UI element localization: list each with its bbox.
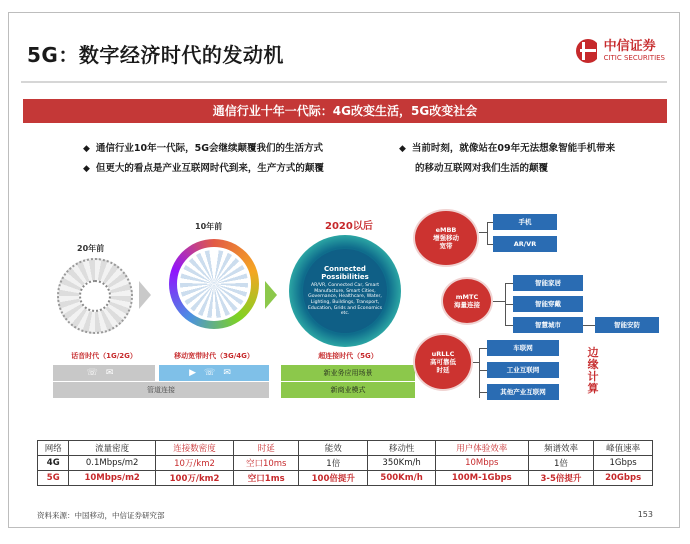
header-cell: 网络 [38,441,69,456]
citic-logo-icon [576,39,600,63]
edge-char: 边 [587,346,599,359]
connector [505,304,513,305]
table-cell: 10万/km2 [155,456,233,471]
slide [8,12,680,528]
table-cell: 1倍 [528,456,594,471]
era-caption-broadband: 移动宽带时代（3G/4G） [174,352,254,360]
connector [493,301,505,302]
edge-char: 计 [587,370,599,383]
tag-iiot: 工业互联网 [487,362,559,378]
circle-heading: Connected Possibilities [321,265,369,282]
connector [479,348,487,349]
header-cell: 用户体验效率 [435,441,528,456]
page-title: 5G：数字经济时代的发动机 [27,43,284,67]
arrow-right-icon [139,281,151,309]
node-line: 海量连接 [454,301,480,309]
source-note: 资料来源：中国移动，中信证券研究部 [37,511,165,520]
section-banner: 通信行业十年一代际：4G改变生活，5G改变社会 [23,99,667,123]
citic-logo [576,39,665,63]
era-label-20y: 20年前 [77,244,105,253]
voice-icons-bar: ☏✉ [53,365,155,381]
node-line: mMTC [455,293,479,301]
era-caption-hyperconnect: 超连接时代（5G） [318,352,378,360]
connector [583,325,595,326]
edge-char: 算 [587,382,599,395]
node-line: 高可靠低 [430,358,456,366]
hyperconnected-era-graphic [289,235,401,347]
table-cell: 空口1ms [234,471,299,486]
new-biz-bar: 新商业模式 [281,382,415,398]
connector [479,392,487,393]
pipe-bar: 管道连接 [53,382,269,398]
urllc-node [413,333,473,391]
table-cell: 500Km/h [368,471,436,486]
connector [479,348,480,398]
connector [505,325,513,326]
table-cell: 10Mbps/m2 [69,471,155,486]
logo-en: CITIC SECURITIES [603,54,665,62]
header-cell: 流量密度 [69,441,155,456]
title-divider [21,81,667,83]
bullet-continuation: 的移动互联网对我们生活的颠覆 [415,163,549,174]
table-cell: 0.1Mbps/m2 [69,456,155,471]
page-number: 153 [637,510,653,519]
table-cell: 5G [38,471,69,486]
bullet-item: ◆ 但更大的看点是产业互联网时代到来，生产方式的颠覆 [83,159,324,179]
table-cell: 1Gbps [594,456,653,471]
broadband-icons-bar: ▶☏✉ [159,365,269,381]
table-cell: 10Mbps [435,456,528,471]
edge-char: 缘 [587,358,599,371]
tag-smart-home: 智能家居 [513,275,583,291]
comparison-table [37,440,653,486]
table-cell: 空口10ms [234,456,299,471]
embb-node [413,209,479,267]
node-line: eMBB [435,226,457,234]
tag-other-iiot: 其他产业互联网 [487,384,559,400]
header-cell: 连接数密度 [155,441,233,456]
node-line: 增强移动 [433,234,459,242]
connector [487,222,488,244]
era-caption-voice: 话音时代（1G/2G） [71,352,137,360]
table-cell: 3-5倍提升 [528,471,594,486]
era-label-10y: 10年前 [195,222,223,231]
voice-era-network-graphic [57,258,133,334]
bullets-left [83,139,324,179]
tag-phone: 手机 [493,214,557,230]
new-app-bar: 新业务应用场景 [281,365,415,381]
header-cell: 时延 [234,441,299,456]
connector [505,283,513,284]
tag-smart-city: 智慧城市 [513,317,583,333]
bullets-right [399,139,615,179]
header-cell: 频谱效率 [528,441,594,456]
table-header-row [38,441,653,456]
table-cell: 100倍提升 [299,471,368,486]
broadband-era-app-wheel-graphic [169,239,259,329]
table-row [38,471,653,486]
tag-iov: 车联网 [487,340,559,356]
header-cell: 移动性 [368,441,436,456]
table-cell: 100万/km2 [155,471,233,486]
bullet-item: ◆ 通信行业10年一代际，5G会继续颠覆我们的生活方式 [83,139,324,159]
logo-cn: 中信证券 [603,39,656,54]
table-cell: 4G [38,456,69,471]
era-label-2020: 2020以后 [325,221,373,232]
table-cell: 1倍 [299,456,368,471]
circle-text: AR/VR, Connected Car, Smart Manufacture, Smart Cities, Governance, Healthcare, Water, Lighting, Buildings, Transport, Education, Grids and Economics etc. [307,283,383,317]
node-line: 时延 [436,366,450,374]
tag-arvr: AR/VR [493,236,557,252]
tag-smart-wear: 智能穿戴 [513,296,583,312]
table-cell: 350Km/h [368,456,436,471]
node-line: 宽带 [439,242,453,250]
table-row [38,456,653,471]
table-cell: 100M-1Gbps [435,471,528,486]
header-cell: 峰值速率 [594,441,653,456]
tag-smart-security: 智能安防 [595,317,659,333]
edge-computing-label [587,347,599,395]
connector [479,370,487,371]
mmtc-node [441,277,493,325]
arrow-right-icon [265,281,277,309]
node-line: uRLLC [431,350,455,358]
header-cell: 能效 [299,441,368,456]
connector [479,232,487,233]
bullet-item: ◆ 当前时刻，就像站在09年无法想象智能手机带来 [399,139,615,159]
table-cell: 20Gbps [594,471,653,486]
